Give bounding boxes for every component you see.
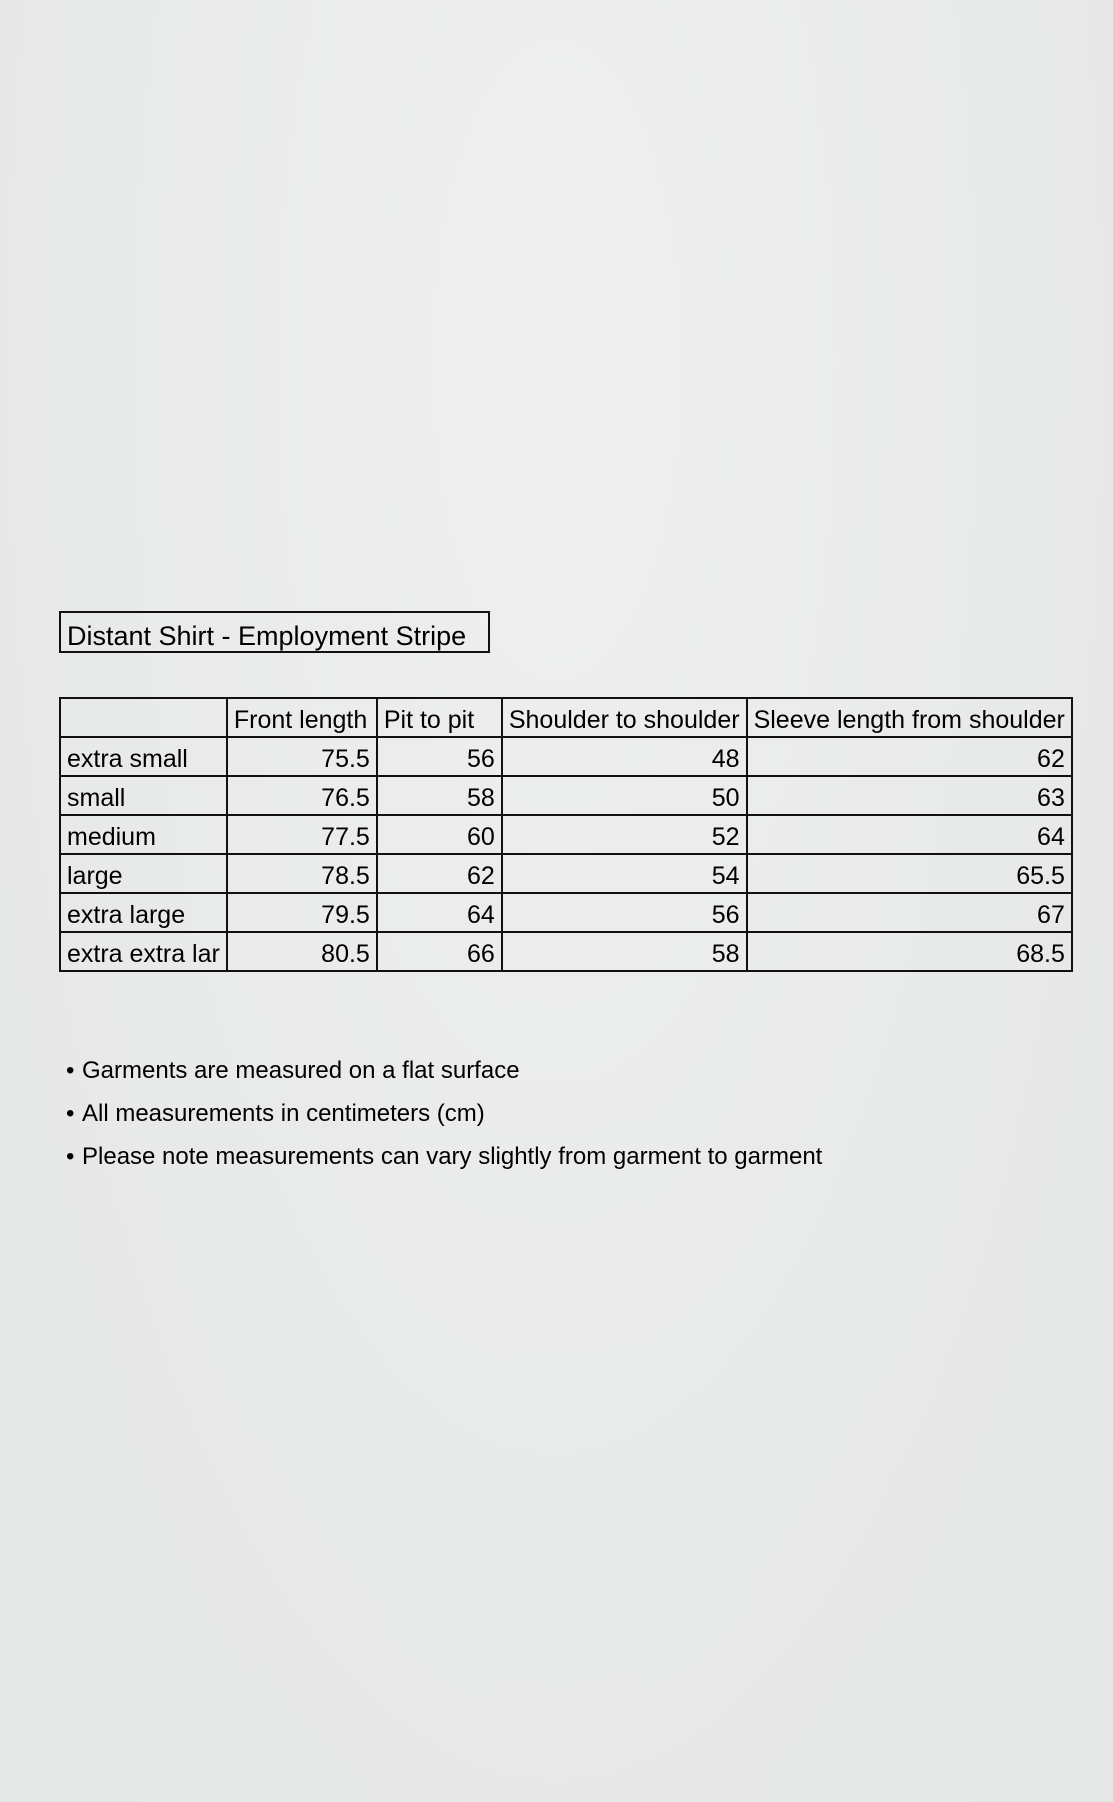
- bullet-icon: •: [66, 1100, 75, 1127]
- front-length-value: 78.5: [227, 854, 377, 893]
- size-chart-title-text: Distant Shirt - Employment Stripe: [67, 621, 467, 651]
- header-cell-front-length: Front length: [227, 698, 377, 737]
- shoulder-to-shoulder-value: 56: [502, 893, 747, 932]
- sleeve-length-value: 64: [747, 815, 1072, 854]
- shoulder-to-shoulder-value: 48: [502, 737, 747, 776]
- pit-to-pit-value: 60: [377, 815, 502, 854]
- sleeve-length-value: 63: [747, 776, 1072, 815]
- front-length-value: 77.5: [227, 815, 377, 854]
- table-header-row: [60, 698, 1072, 737]
- size-label: medium: [60, 815, 227, 854]
- header-cell-sleeve-length: Sleeve length from shoulder: [747, 698, 1072, 737]
- header-cell-shoulder-to-shoulder: Shoulder to shoulder: [502, 698, 747, 737]
- shoulder-to-shoulder-value: 50: [502, 776, 747, 815]
- table-row: [60, 932, 1072, 971]
- size-chart-title: [59, 611, 490, 653]
- table-row: [60, 893, 1072, 932]
- note-text: Garments are measured on a flat surface: [82, 1057, 520, 1084]
- pit-to-pit-value: 64: [377, 893, 502, 932]
- note-item: [66, 1096, 822, 1139]
- note-text: Please note measurements can vary slightly from garment to garment: [82, 1143, 823, 1170]
- table-row: [60, 776, 1072, 815]
- size-label: extra large: [60, 893, 227, 932]
- size-label: large: [60, 854, 227, 893]
- table-row: [60, 737, 1072, 776]
- size-label: extra extra lar: [60, 932, 227, 971]
- shoulder-to-shoulder-value: 58: [502, 932, 747, 971]
- shoulder-to-shoulder-value: 54: [502, 854, 747, 893]
- front-length-value: 75.5: [227, 737, 377, 776]
- note-item: [66, 1053, 822, 1096]
- note-text: All measurements in centimeters (cm): [82, 1100, 485, 1127]
- measurement-notes: [66, 1053, 822, 1182]
- front-length-value: 76.5: [227, 776, 377, 815]
- sleeve-length-value: 65.5: [747, 854, 1072, 893]
- header-cell-pit-to-pit: Pit to pit: [377, 698, 502, 737]
- pit-to-pit-value: 56: [377, 737, 502, 776]
- bullet-icon: •: [66, 1057, 75, 1084]
- table-row: [60, 815, 1072, 854]
- pit-to-pit-value: 66: [377, 932, 502, 971]
- size-label: small: [60, 776, 227, 815]
- sleeve-length-value: 68.5: [747, 932, 1072, 971]
- header-cell-blank: [60, 698, 227, 737]
- sleeve-length-value: 67: [747, 893, 1072, 932]
- size-chart-table: [59, 697, 1073, 972]
- bullet-icon: •: [66, 1143, 75, 1170]
- shoulder-to-shoulder-value: 52: [502, 815, 747, 854]
- front-length-value: 79.5: [227, 893, 377, 932]
- size-label: extra small: [60, 737, 227, 776]
- front-length-value: 80.5: [227, 932, 377, 971]
- sleeve-length-value: 62: [747, 737, 1072, 776]
- table-row: [60, 854, 1072, 893]
- pit-to-pit-value: 58: [377, 776, 502, 815]
- note-item: [66, 1139, 822, 1182]
- pit-to-pit-value: 62: [377, 854, 502, 893]
